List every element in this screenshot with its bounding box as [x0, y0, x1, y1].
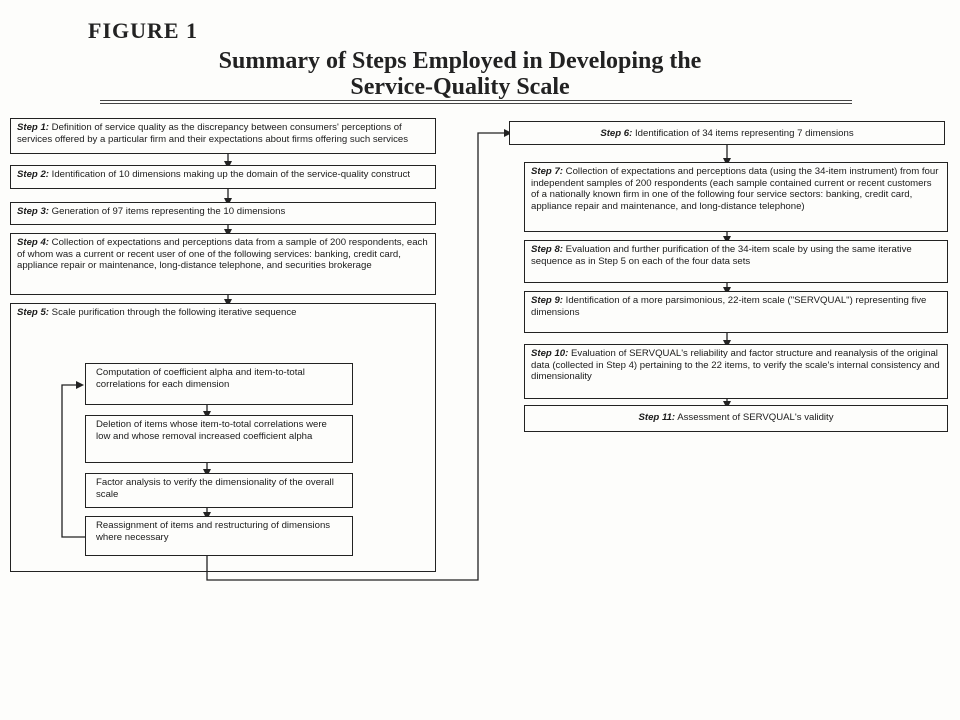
step-2-box [10, 165, 436, 189]
step-8-text: Evaluation and further purification of the 34-item scale by using the same iterative sequence as in Step 5 on each of the four data sets [531, 244, 912, 267]
step-9-label: Step 9: [531, 295, 563, 306]
step-9-text: Identification of a more parsimonious, 22-item scale ("SERVQUAL") representing five dimensions [531, 295, 927, 318]
iteration-step-deletion-text: Deletion of items whose item-to-total correlations were low and whose removal increased coefficient alpha [96, 419, 327, 442]
figure-title-line-1: Summary of Steps Employed in Developing the [218, 48, 702, 74]
iteration-step-deletion-box [85, 415, 353, 463]
iteration-step-alpha-box [85, 363, 353, 405]
step-11-box [524, 405, 948, 432]
iteration-step-reassignment-text: Reassignment of items and restructuring of dimensions where necessary [96, 520, 331, 543]
step-2-label: Step 2: [17, 169, 49, 180]
figure-label: FIGURE 1 [88, 18, 199, 43]
step-10-label: Step 10: [531, 348, 569, 359]
step-1-box [10, 118, 436, 154]
step-11-text: Assessment of SERVQUAL's validity [677, 412, 834, 423]
step-2-text: Identification of 10 dimensions making up the domain of the service-quality construct [51, 169, 411, 180]
step-10-text: Evaluation of SERVQUAL's reliability and factor structure and reanalysis of the original data (collected in Step 4) pertaining to the 22 items, to verify the scale's internal consistency and dimensionality [531, 348, 940, 382]
iteration-step-factor-analysis-box [85, 473, 353, 508]
step-11-label: Step 11: [638, 412, 676, 423]
step-6-box [509, 121, 945, 145]
step-7-text: Collection of expectations and perceptions data (using the 34-item instrument) from four independent samples of 200 respondents (each sample contained current or recent customers of a nationally known firm in one of the following four service sectors: banking, credit card, appliance repair and maintenance, and long-distance telephone) [531, 166, 939, 212]
step-8-box [524, 240, 948, 283]
iteration-step-alpha-text: Computation of coefficient alpha and item-to-total correlations for each dimension [96, 367, 305, 390]
step-4-box [10, 233, 436, 295]
step-7-box [524, 162, 948, 232]
figure-title-line-2: Service-Quality Scale [350, 74, 570, 100]
step-6-text: Identification of 34 items representing 7 dimensions [635, 128, 854, 139]
step-10-box [524, 344, 948, 399]
step-5-label: Step 5: [17, 307, 49, 318]
step-4-label: Step 4: [17, 237, 49, 248]
step-3-text: Generation of 97 items representing the 10 dimensions [51, 206, 286, 217]
step-1-label: Step 1: [17, 122, 49, 133]
step-3-box [10, 202, 436, 225]
step-3-label: Step 3: [17, 206, 49, 217]
step-7-label: Step 7: [531, 166, 563, 177]
step-8-label: Step 8: [531, 244, 563, 255]
iteration-step-reassignment-box [85, 516, 353, 556]
step-6-label: Step 6: [600, 128, 633, 139]
step-4-text: Collection of expectations and perceptions data from a sample of 200 respondents, each of whom was a current or recent user of one of the following services: banking, credit card, appliance repair or maintenance, long-distance telephone, and securities brokerage [17, 237, 428, 271]
step-5-header [10, 303, 436, 323]
step-5-text: Scale purification through the following iterative sequence [51, 307, 297, 318]
step-9-box [524, 291, 948, 333]
step-1-text: Definition of service quality as the discrepancy between consumers' perceptions of services offered by a particular firm and their expectations about firms offering such services [17, 122, 409, 145]
iteration-step-factor-analysis-text: Factor analysis to verify the dimensionality of the overall scale [96, 477, 334, 500]
